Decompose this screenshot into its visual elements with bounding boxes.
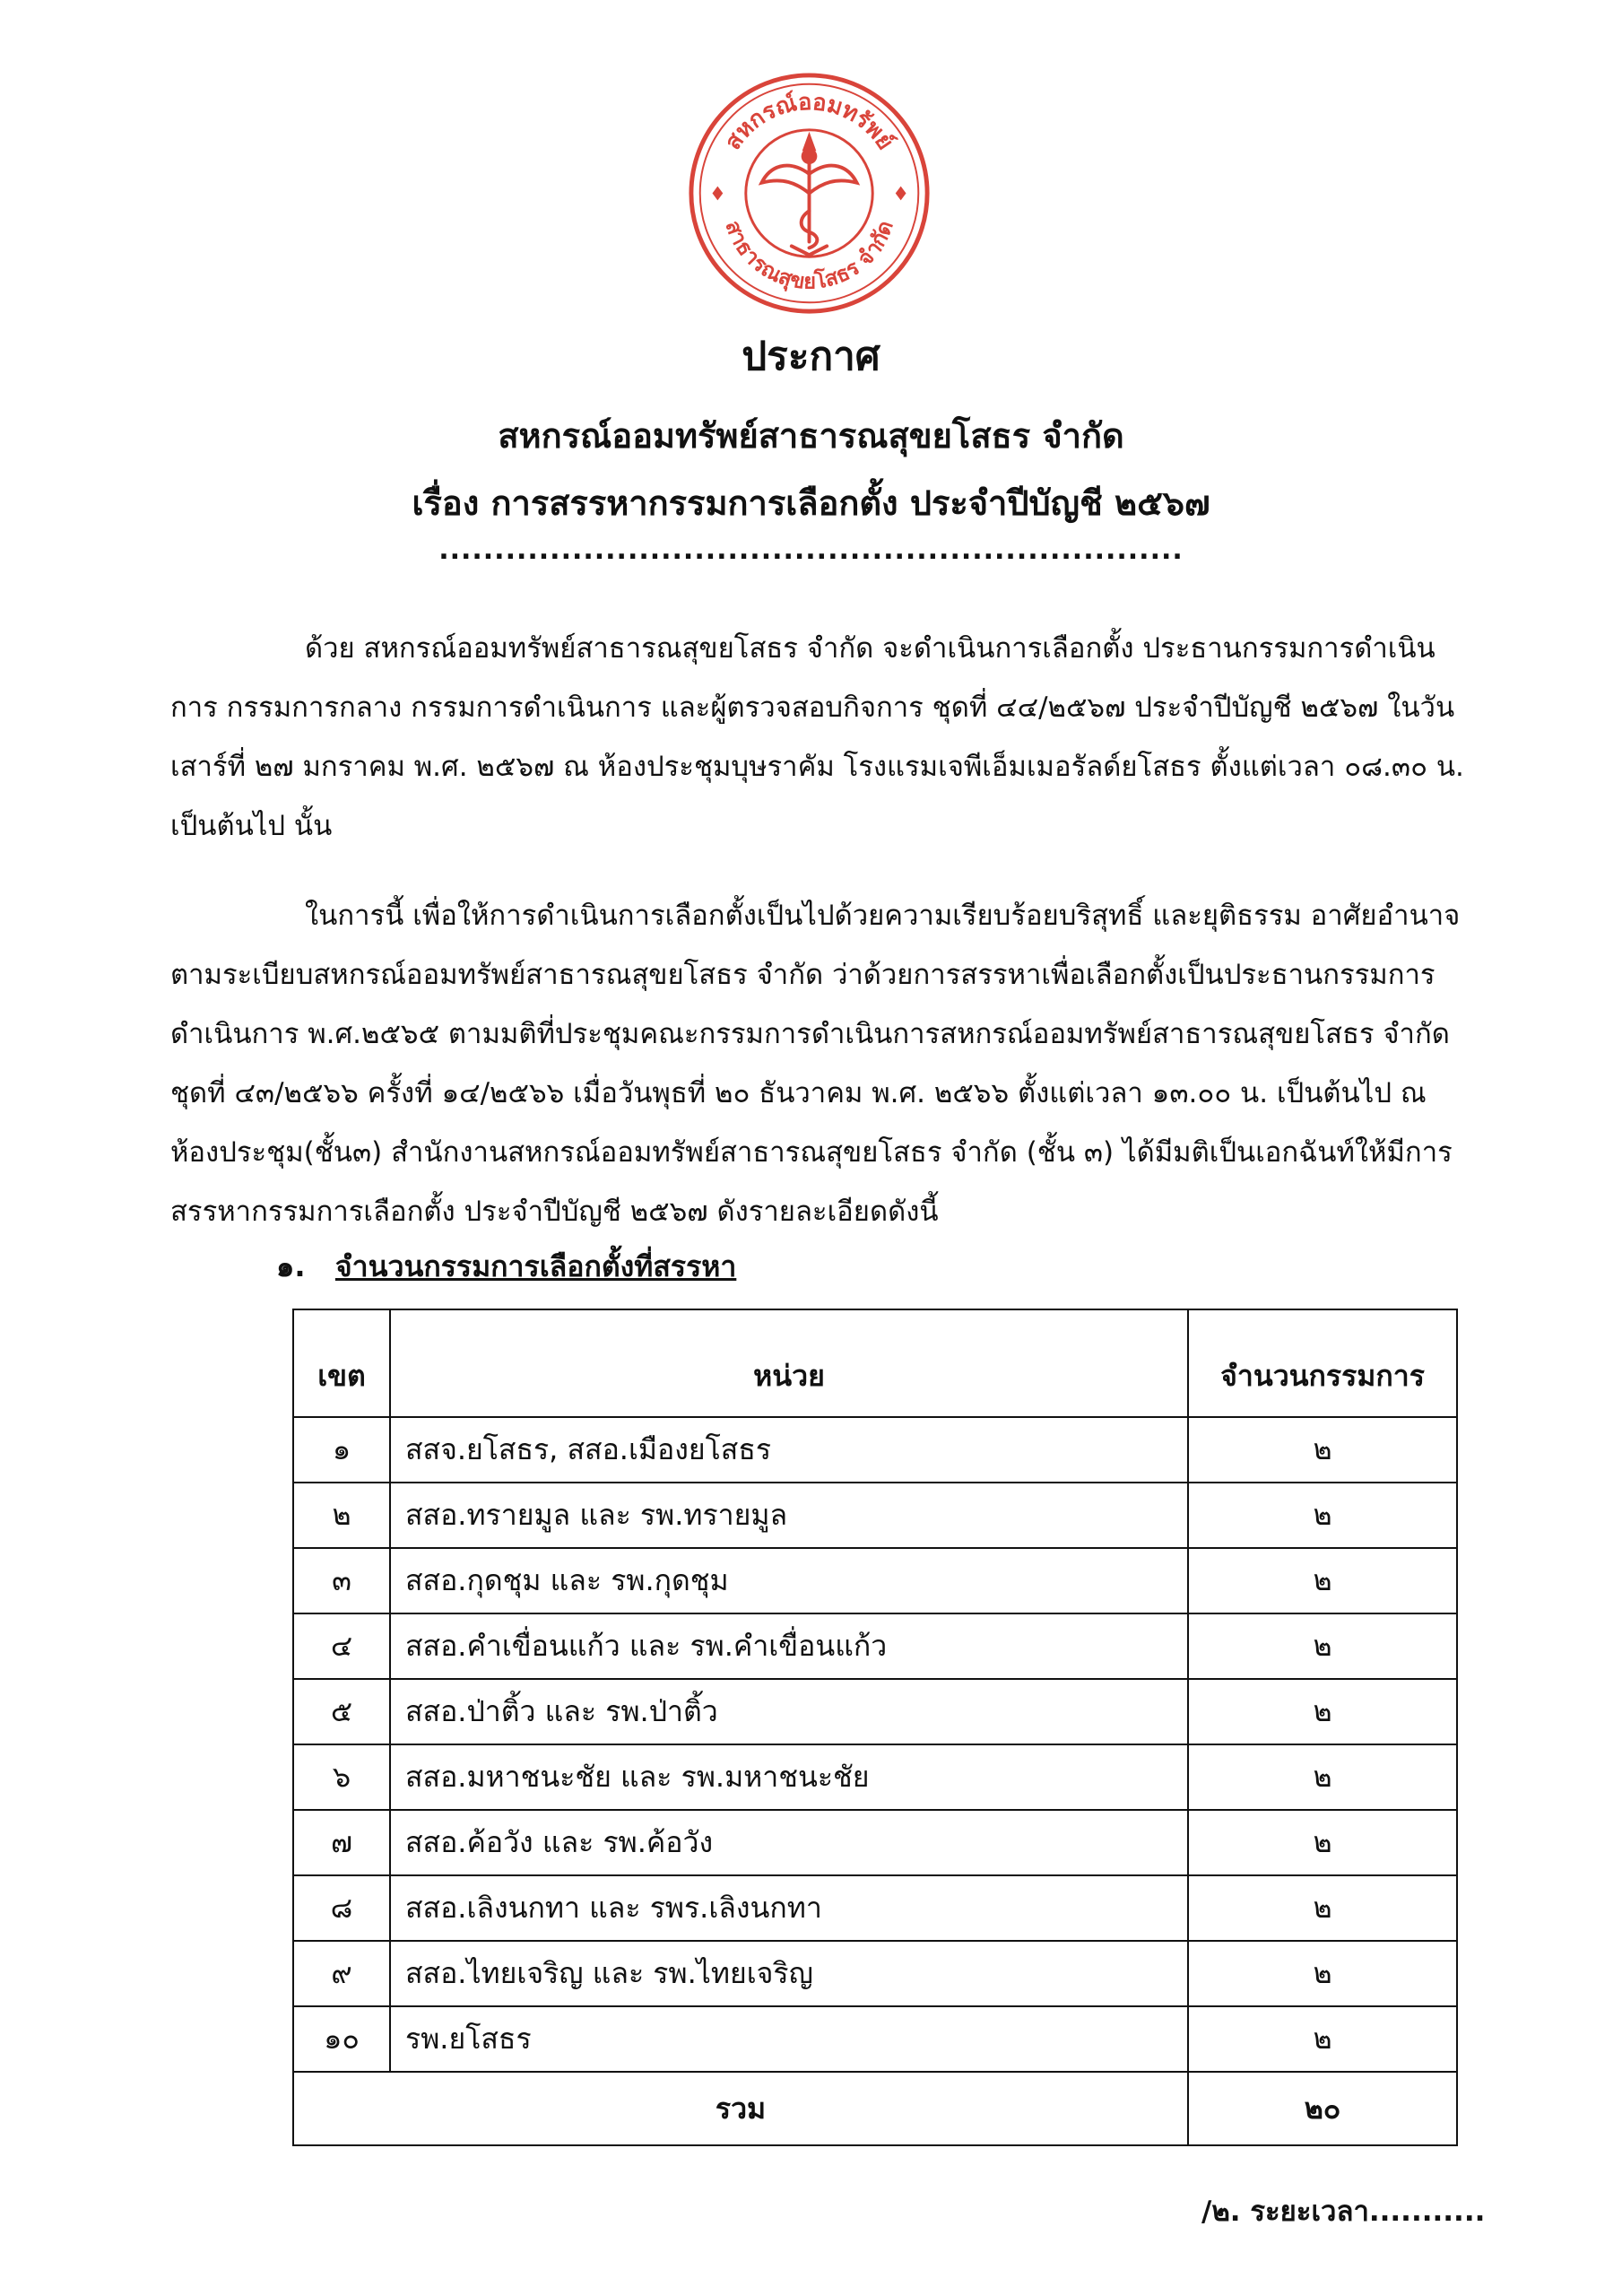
table-row — [293, 1744, 1457, 1810]
count-cell: ๒ — [1188, 1875, 1457, 1941]
table-total-row — [293, 2072, 1457, 2145]
table-header-row — [293, 1309, 1457, 1417]
separator-line: ................................................................... — [438, 535, 1184, 566]
organization-name: สหกรณ์ออมทรัพย์สาธารณสุขยโสธร จำกัด — [498, 416, 1124, 456]
total-label: รวม — [293, 2072, 1188, 2145]
count-cell: ๒ — [1188, 1483, 1457, 1548]
section-heading — [276, 1244, 736, 1290]
zone-cell: ๔ — [293, 1613, 390, 1679]
table-row — [293, 1941, 1457, 2006]
unit-cell: สสอ.คำเขื่อนแก้ว และ รพ.คำเขื่อนแก้ว — [390, 1613, 1188, 1679]
seal-top-text: สหกรณ์ออมทรัพย์ — [719, 88, 899, 155]
unit-cell: สสอ.ป่าติ้ว และ รพ.ป่าติ้ว — [390, 1679, 1188, 1744]
unit-cell: สสอ.ทรายมูล และ รพ.ทรายมูล — [390, 1483, 1188, 1548]
unit-cell: สสอ.ไทยเจริญ และ รพ.ไทยเจริญ — [390, 1941, 1188, 2006]
table-row — [293, 1810, 1457, 1875]
committee-table — [292, 1309, 1458, 2146]
paragraph-intro — [170, 619, 1470, 856]
section-number: ๑. — [276, 1249, 306, 1283]
count-cell: ๒ — [1188, 1613, 1457, 1679]
header-zone: เขต — [293, 1309, 390, 1417]
organization-seal — [686, 70, 932, 317]
section-title: จำนวนกรรมการเลือกตั้งที่สรรหา — [334, 1249, 737, 1283]
header-count: จำนวนกรรมการ — [1188, 1309, 1457, 1417]
count-cell: ๒ — [1188, 1679, 1457, 1744]
table-row — [293, 1548, 1457, 1613]
unit-cell: สสอ.กุดชุม และ รพ.กุดชุม — [390, 1548, 1188, 1613]
paragraph-resolution-text: ในการนี้ เพื่อให้การดำเนินการเลือกตั้งเป็นไปด้วยความเรียบร้อยบริสุทธิ์ และยุติธรรม อาศัยอำนาจตามระเบียบสหกรณ์ออมทรัพย์สาธารณสุขยโสธร จำกัด ว่าด้วยการสรรหาเพื่อเลือกตั้งเป็นประธานกรรมการ ดำเนินการ พ.ศ.๒๕๖๕ ตามมติที่ประชุมคณะกรรมการดำเนินการสหกรณ์ออมทรัพย์สาธารณสุขยโสธร จำกัด ชุดที่ ๔๓/๒๕๖๖ ครั้งที่ ๑๔/๒๕๖๖ เมื่อวันพุธที่ ๒๐ ธันวาคม พ.ศ. ๒๕๖๖ ตั้งแต่เวลา ๑๓.๐๐ น. เป็นต้นไป ณ ห้องประชุม(ชั้น๓) สำนักงานสหกรณ์ออมทรัพย์สาธารณสุขยโสธร จำกัด (ชั้น ๓) ได้มีมติเป็นเอกฉันท์ให้มีการสรรหากรรมการเลือกตั้ง ประจำปีบัญชี ๒๕๖๗ ดังรายละเอียดดังนี้ — [170, 900, 1461, 1228]
zone-cell: ๑ — [293, 1417, 390, 1483]
seal-bottom-text: สาธารณสุขยโสธร จำกัด — [720, 217, 898, 294]
table-row — [293, 1483, 1457, 1548]
zone-cell: ๘ — [293, 1875, 390, 1941]
unit-cell: สสจ.ยโสธร, สสอ.เมืองยโสธร — [390, 1417, 1188, 1483]
unit-cell: สสอ.ค้อวัง และ รพ.ค้อวัง — [390, 1810, 1188, 1875]
zone-cell: ๓ — [293, 1548, 390, 1613]
table-row — [293, 2006, 1457, 2072]
zone-cell: ๙ — [293, 1941, 390, 2006]
count-cell: ๒ — [1188, 1548, 1457, 1613]
unit-cell: สสอ.เลิงนกทา และ รพร.เลิงนกทา — [390, 1875, 1188, 1941]
announcement-subject: เรื่อง การสรรหากรรมการเลือกตั้ง ประจำปีบัญชี ๒๕๖๗ — [412, 483, 1210, 523]
unit-cell: รพ.ยโสธร — [390, 2006, 1188, 2072]
count-cell: ๒ — [1188, 1941, 1457, 2006]
zone-cell: ๒ — [293, 1483, 390, 1548]
zone-cell: ๑๐ — [293, 2006, 390, 2072]
paragraph-resolution — [170, 886, 1470, 1241]
table-row — [293, 1875, 1457, 1941]
count-cell: ๒ — [1188, 1417, 1457, 1483]
count-cell: ๒ — [1188, 2006, 1457, 2072]
total-value: ๒๐ — [1188, 2072, 1457, 2145]
zone-cell: ๕ — [293, 1679, 390, 1744]
announcement-title: ประกาศ — [742, 334, 880, 379]
zone-cell: ๗ — [293, 1810, 390, 1875]
table-row — [293, 1679, 1457, 1744]
unit-cell: สสอ.มหาชนะชัย และ รพ.มหาชนะชัย — [390, 1744, 1188, 1810]
zone-cell: ๖ — [293, 1744, 390, 1810]
table-row — [293, 1613, 1457, 1679]
count-cell: ๒ — [1188, 1744, 1457, 1810]
header-unit: หน่วย — [390, 1309, 1188, 1417]
table-row — [293, 1417, 1457, 1483]
continuation-note: /๒. ระยะเวลา........... — [1201, 2196, 1486, 2228]
paragraph-intro-text: ด้วย สหกรณ์ออมทรัพย์สาธารณสุขยโสธร จำกัด จะดำเนินการเลือกตั้ง ประธานกรรมการดำเนินการ กรรมการกลาง กรรมการดำเนินการ และผู้ตรวจสอบกิจการ ชุดที่ ๔๔/๒๕๖๗ ประจำปีบัญชี ๒๕๖๗ ในวันเสาร์ที่ ๒๗ มกราคม พ.ศ. ๒๕๖๗ ณ ห้องประชุมบุษราคัม โรงแรมเจพีเอ็มเมอรัลด์ยโสธร ตั้งแต่เวลา ๐๘.๓๐ น. เป็นต้นไป นั้น — [170, 632, 1464, 842]
count-cell: ๒ — [1188, 1810, 1457, 1875]
